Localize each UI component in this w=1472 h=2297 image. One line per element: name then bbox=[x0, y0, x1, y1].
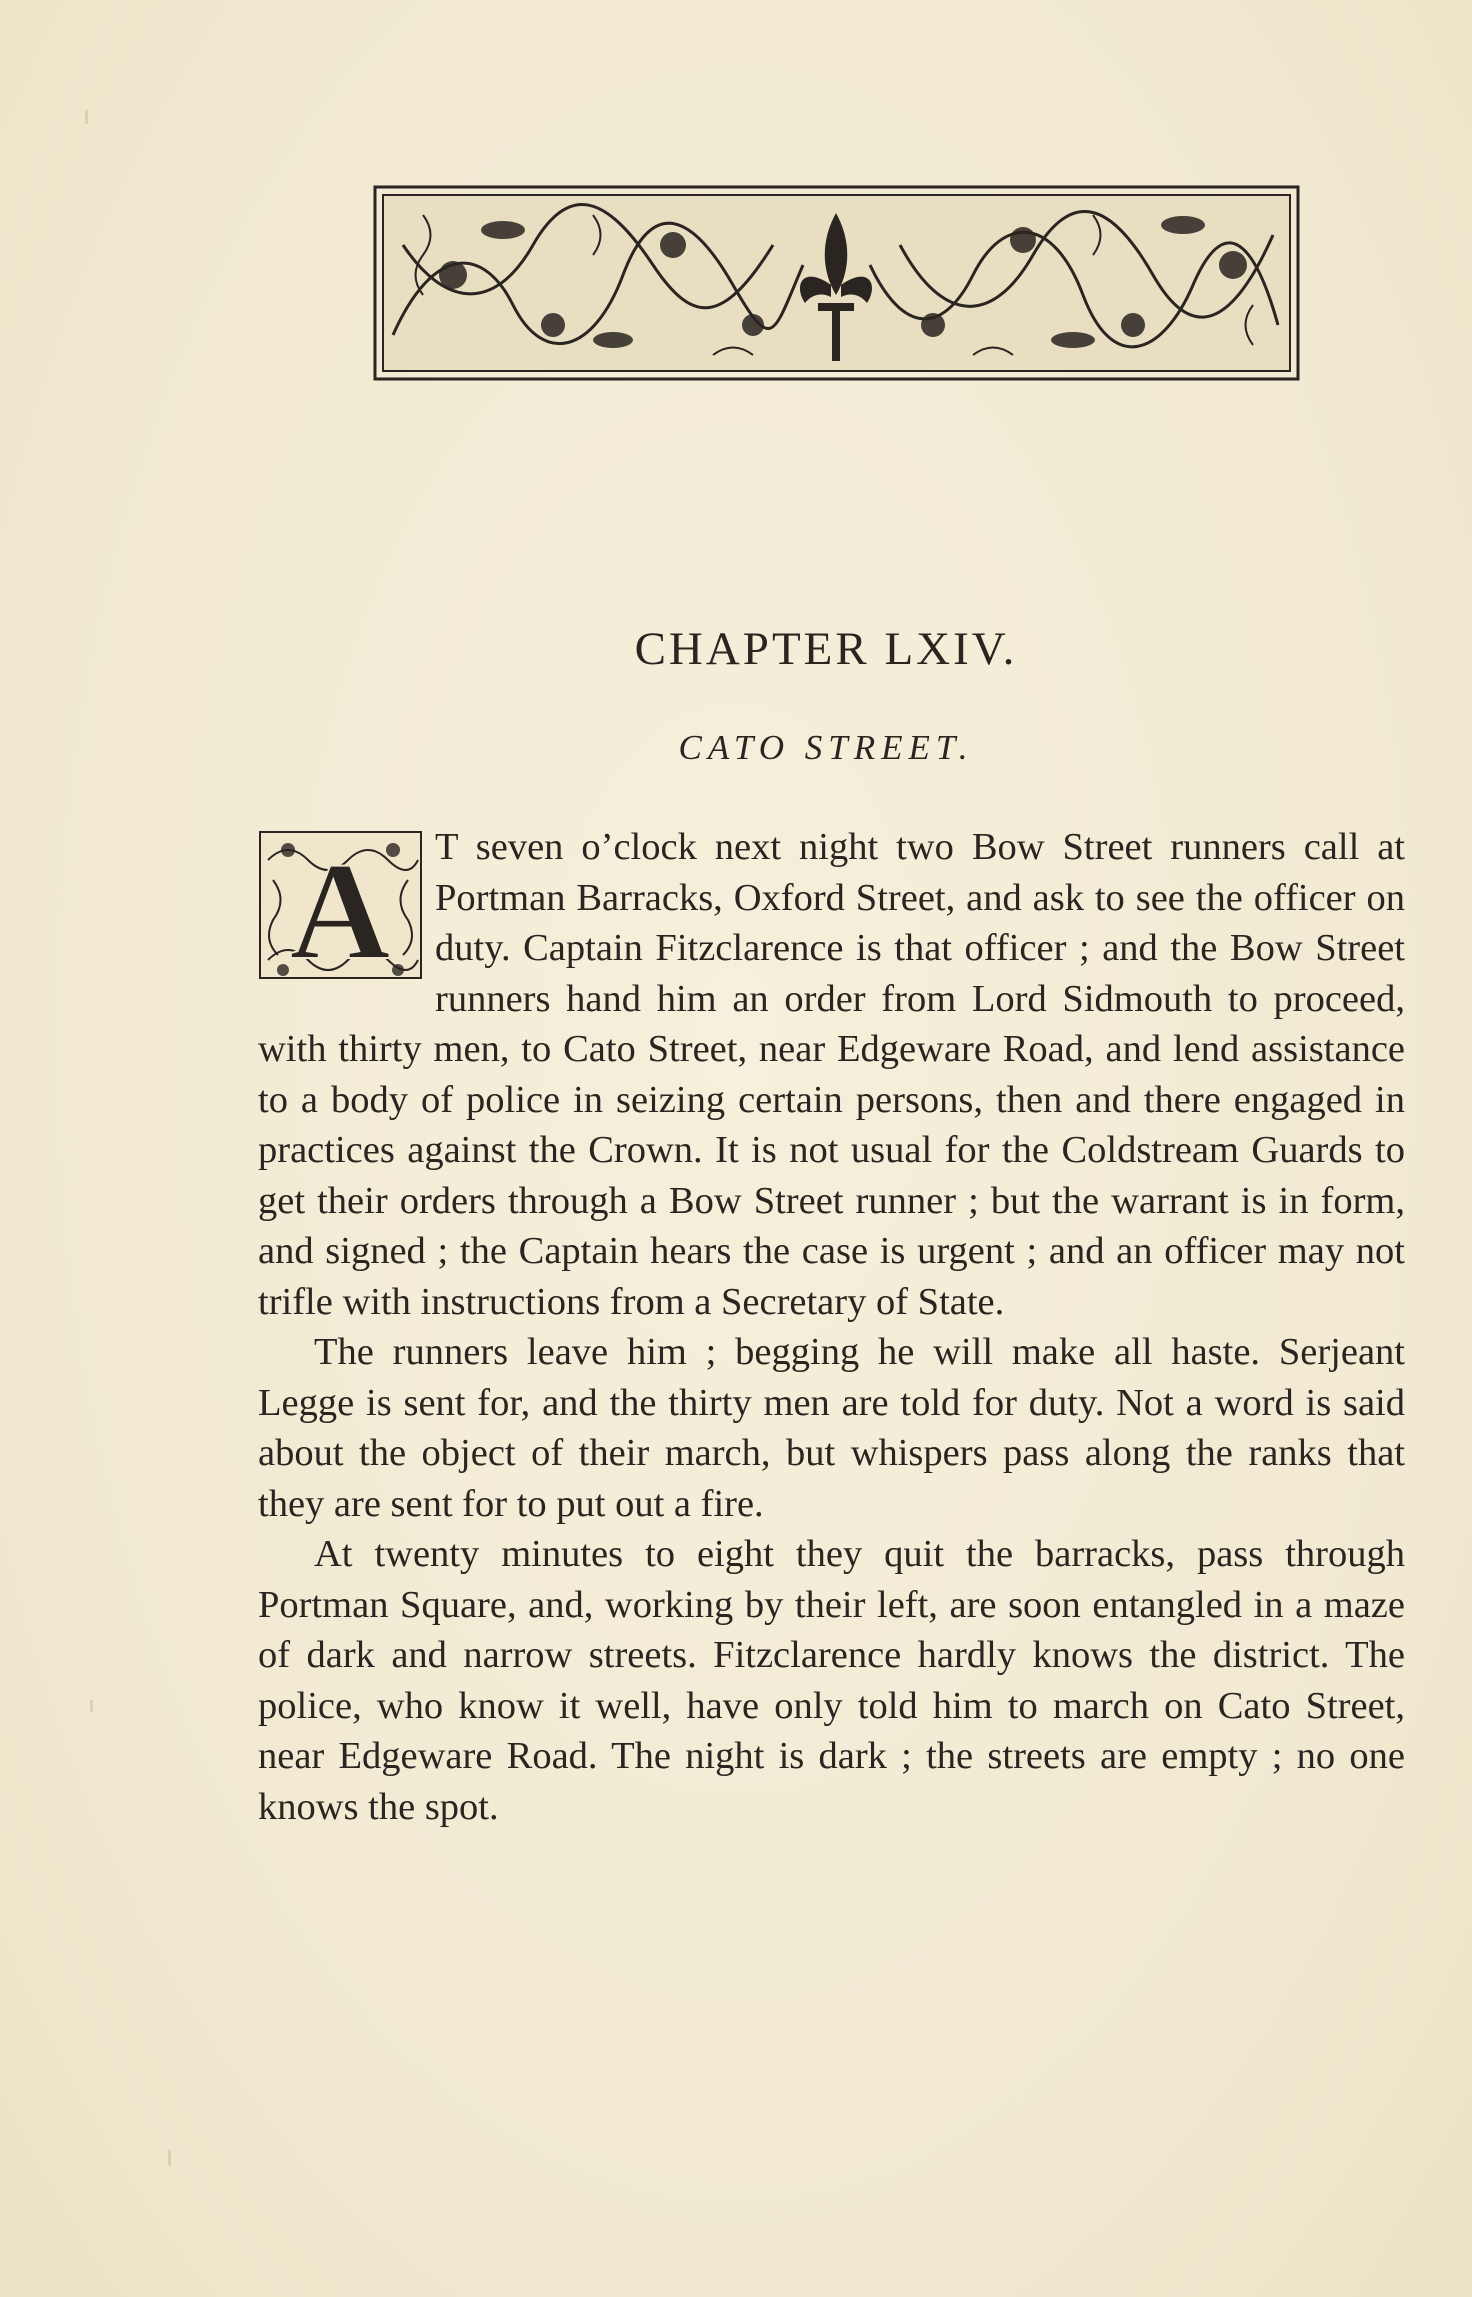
page-speck bbox=[90, 1700, 93, 1712]
drop-cap-letter: A bbox=[289, 834, 391, 980]
chapter-body bbox=[258, 822, 1405, 1832]
chapter-subtitle: CATO STREET. bbox=[678, 728, 974, 767]
paragraph-2: The runners leave him ; begging he will make all haste. Serjeant Legge is sent for, and the thirty men are told for duty. Not a word is said about the object of their march, but whispers pass along the ranks that they are sent for to put out a fire. bbox=[258, 1331, 1405, 1525]
page-speck bbox=[85, 110, 88, 124]
paragraph-3: At twenty minutes to eight they quit the barracks, pass through Portman Square, and, working by their left, are soon entangled in a maze of dark and narrow streets. Fitzclarence hardly knows the district. The police, who know it well, have only told him to march on Cato Street, near Edgeware Road. The night is dark ; the streets are empty ; no one knows the spot. bbox=[258, 1533, 1405, 1828]
page-speck bbox=[168, 2150, 171, 2166]
ornamental-drop-cap-A-icon bbox=[258, 830, 423, 980]
chapter-heading: CHAPTER LXIV. bbox=[634, 623, 1018, 675]
paragraph-1-text: T seven o’clock next night two Bow Street runners call at Portman Barracks, Oxford Street, and ask to see the officer on duty. Captain Fitzclarence is that officer ; and the Bow Street runners hand him an order from Lord Sidmouth to proceed, with thirty men, to Cato Street, near Edgeware Road, and lend assistance to a body of police in seizing certain persons, then and there engaged in practices against the Crown. It is not usual for the Coldstream Guards to get their orders through a Bow Street runner ; but the warrant is in form, and signed ; the Captain hears the case is urgent ; and an officer may not trifle with instructions from a Secretary of State. bbox=[258, 826, 1405, 1323]
ornamental-headpiece-fleur-de-lis-icon bbox=[373, 185, 1300, 381]
paragraph-1 bbox=[258, 822, 1405, 1327]
